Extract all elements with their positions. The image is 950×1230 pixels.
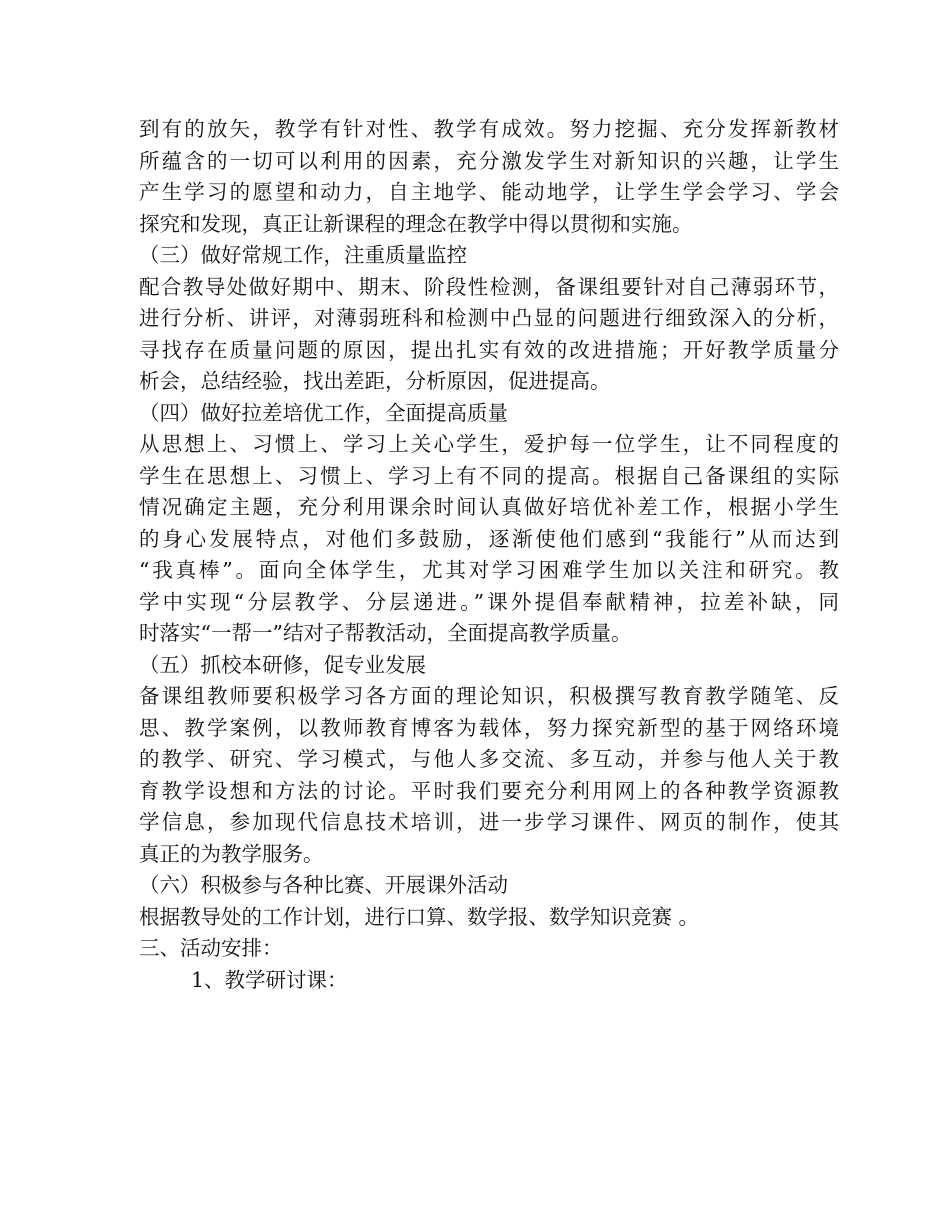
- paragraph-line: 学生在思想上、习惯上、学习上有不同的提高。根据自己备课组的实际: [139, 463, 839, 488]
- paragraph-line: 产生学习的愿望和动力，自主地学、能动地学，让学生学会学习、学会: [139, 180, 839, 204]
- paragraph-line: 从思想上、习惯上、学习上关心学生，爱护每一位学生，让不同程度的: [139, 432, 839, 456]
- paragraph-line: 配合教导处做好期中、期末、阶段性检测，备课组要针对自己薄弱环节，: [139, 274, 839, 299]
- paragraph-line: 学中实现“分层教学、分层递进。”课外提倡奉献精神，拉差补缺，同: [139, 589, 839, 614]
- paragraph-line: 寻找存在质量问题的原因，提出扎实有效的改进措施；开好教学质量分: [139, 337, 839, 362]
- paragraph-line: 育教学设想和方法的讨论。平时我们要充分利用网上的各种教学资源教: [139, 778, 839, 803]
- paragraph-line: 真正的为教学服务。: [139, 841, 324, 866]
- paragraph-line: 学信息，参加现代信息技术培训，进一步学习课件、网页的制作，使其: [139, 810, 839, 834]
- paragraph-line: 到有的放矢，教学有针对性、教学有成效。努力挖掘、充分发挥新教材: [139, 117, 839, 141]
- paragraph-line: 根据教导处的工作计划，进行口算、数学报、数学知识竞赛 。: [139, 904, 700, 929]
- paragraph-line: 备课组教师要积极学习各方面的理论知识，积极撰写教育教学随笔、反: [139, 684, 839, 708]
- section-heading: （六）积极参与各种比赛、开展课外活动: [139, 873, 508, 897]
- section-heading: （四）做好拉差培优工作，全面提高质量: [139, 400, 508, 425]
- paragraph-line: 思、教学案例，以教师教育博客为载体，努力探究新型的基于网络环境: [139, 715, 839, 740]
- paragraph-line: 的教学、研究、学习模式，与他人多交流、多互动，并参与他人关于教: [139, 747, 839, 771]
- section-heading: （三）做好常规工作，注重质量监控: [139, 243, 467, 267]
- paragraph-line: 析会，总结经验，找出差距，分析原因，促进提高。: [139, 369, 611, 393]
- paragraph-line: 时落实“一帮一”结对子帮教活动，全面提高教学质量。: [139, 621, 632, 645]
- paragraph-line: 的身心发展特点，对他们多鼓励，逐渐使他们感到“我能行”从而达到: [139, 526, 839, 551]
- document-body: [139, 114, 839, 996]
- paragraph-line: “我真棒”。面向全体学生，尤其对学习困难学生加以关注和研究。教: [139, 558, 839, 582]
- chapter-heading: 三、活动安排：: [139, 936, 283, 960]
- paragraph-line: 所蕴含的一切可以利用的因素，充分激发学生对新知识的兴趣，让学生: [139, 148, 839, 173]
- section-heading: （五）抓校本研修，促专业发展: [139, 652, 426, 677]
- list-item: 1、教学研讨课：: [191, 967, 348, 992]
- paragraph-line: 进行分析、讲评，对薄弱班科和检测中凸显的问题进行细致深入的分析，: [139, 306, 839, 330]
- paragraph-line: 情况确定主题，充分利用课余时间认真做好培优补差工作，根据小学生: [139, 495, 839, 519]
- paragraph-line: 探究和发现，真正让新课程的理念在教学中得以贯彻和实施。: [139, 211, 693, 236]
